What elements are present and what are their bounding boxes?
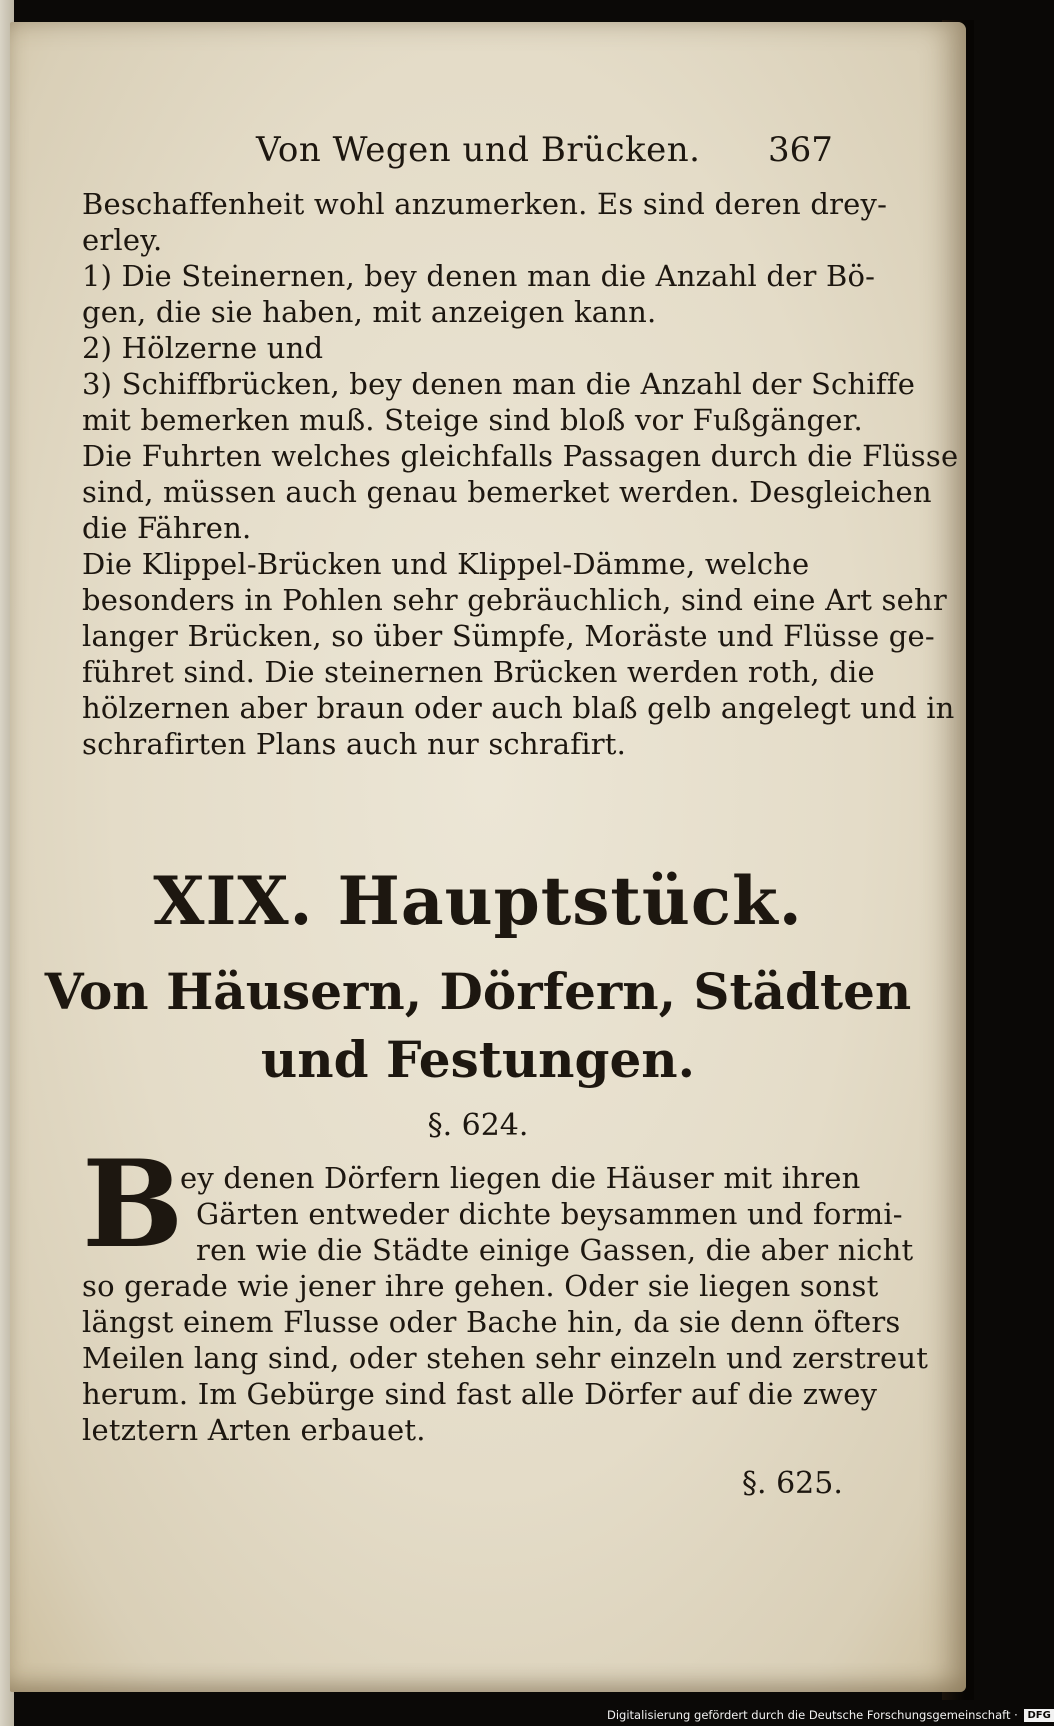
body-line: die Fähren. (82, 511, 252, 545)
body-line: letztern Arten erbauet. (82, 1413, 426, 1447)
body-line: 3) Schiffbrücken, bey denen man die Anzahl der Schiffe (82, 367, 916, 401)
page-number: 367 (768, 130, 833, 170)
running-title: Von Wegen und Brücken. (256, 130, 701, 170)
chapter-title: XIX. Hauptstück. (153, 862, 803, 940)
body-line: 2) Hölzerne und (82, 331, 324, 365)
drop-cap: B (82, 1134, 184, 1275)
funding-credit (607, 1706, 1054, 1724)
catchword: §. 625. (742, 1466, 843, 1501)
body-line: Beschaffenheit wohl anzumerken. Es sind deren drey- (82, 187, 888, 221)
body-line: Die Klippel-Brücken und Klippel-Dämme, welche (82, 547, 810, 581)
body-line: mit bemerken muß. Steige sind bloß vor Fußgänger. (82, 403, 863, 437)
dfg-logo: DFG (1024, 1709, 1053, 1722)
chapter-subtitle-line2: und Festungen. (260, 1030, 696, 1089)
body-line: herum. Im Gebürge sind fast alle Dörfer auf die zwey (82, 1377, 878, 1411)
body-line: langer Brücken, so über Sümpfe, Moräste und Flüsse ge- (82, 619, 935, 653)
body-line: führet sind. Die steinernen Brücken werden roth, die (82, 655, 875, 689)
section-marker: §. 624. (427, 1108, 529, 1143)
body-line: Meilen lang sind, oder stehen sehr einzeln und zerstreut (82, 1341, 929, 1375)
body-line: schrafirten Plans auch nur schrafirt. (82, 727, 627, 761)
chapter-subtitle-line1: Von Häusern, Dörfern, Städten (44, 962, 912, 1021)
body-line: Gärten entweder dichte beysammen und formi- (196, 1197, 903, 1231)
body-line: 1) Die Steinernen, bey denen man die Anzahl der Bö- (82, 259, 876, 293)
body-line: längst einem Flusse oder Bache hin, da sie denn öfters (82, 1305, 901, 1339)
body-line: hölzernen aber braun oder auch blaß gelb angelegt und in (82, 691, 955, 725)
body-line: Die Fuhrten welches gleichfalls Passagen durch die Flüsse (82, 439, 959, 473)
body-line: besonders in Pohlen sehr gebräuchlich, sind eine Art sehr (82, 583, 947, 617)
body-line: ey denen Dörfern liegen die Häuser mit ihren (180, 1161, 861, 1195)
body-line: gen, die sie haben, mit anzeigen kann. (82, 295, 657, 329)
body-line: so gerade wie jener ihre gehen. Oder sie liegen sonst (82, 1269, 879, 1303)
funding-credit-text: Digitalisierung gefördert durch die Deutsche Forschungsgemeinschaft · (607, 1708, 1018, 1722)
body-line: sind, müssen auch genau bemerket werden. Desgleichen (82, 475, 932, 509)
body-line: ren wie die Städte einige Gassen, die aber nicht (196, 1233, 914, 1267)
body-line: erley. (82, 223, 163, 257)
